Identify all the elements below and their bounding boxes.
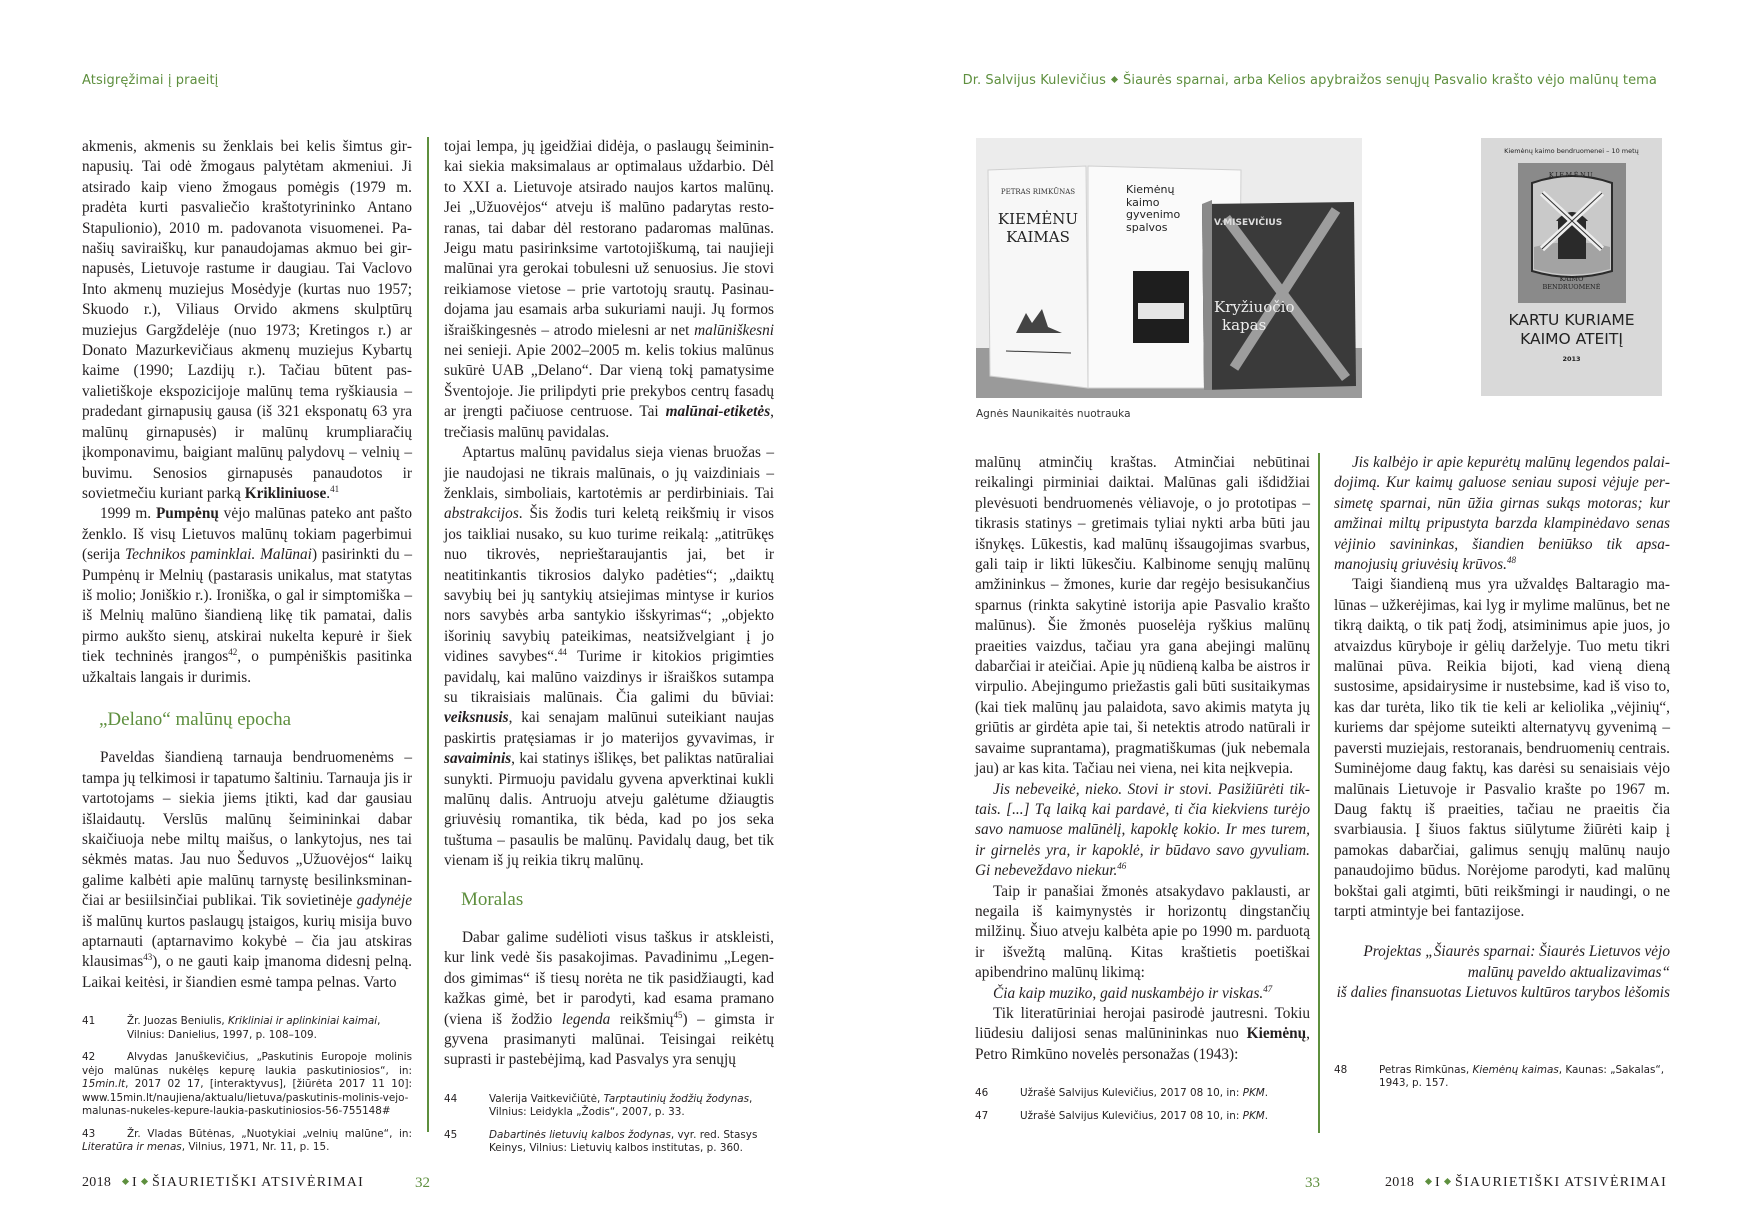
paragraph: Paveldas šiandieną tarnauja bendruomenėms – tampa jų telkimosi ir tapatumo šaltiniu. Tarnauja jis ir vartotojams – siekia jiems įtikti, kad dar gausiau išlaidautų. Verslūs malūnų šeimininkai dabar skaičiuoja nebe miltų maišus, o lankytojus, nes tai sėkmės matas. Jau nuo Šeduvos „Užuovėjos“ laikų galime kalbėti apie malūnų tarnystę besilinksminančiai ar besiilsinčiai publikai. Tik sovietinėje gadynėje iš malūnų kurtos paslaugų įstaigos, kurių misija buvo aptarnauti (aptarnavimo kokybė – čia jau atskiras klausimas$^{43}$), o ne gauti kaip įmanoma didesnį pelną. Laikai keitėsi, ir šiandien esmė tampa pelnas. Varto — [82, 749, 412, 991]
section-heading: Moralas — [461, 888, 524, 910]
running-header-left: Atsigręžimai į praeitį — [82, 73, 219, 88]
footnote-ref[interactable]: 46 — [1117, 861, 1127, 872]
book1-title: KIEMĖNU KAIMAS — [997, 210, 1079, 246]
column-divider — [1318, 453, 1320, 1133]
paragraph: tojai lempa, jų įgeidžiai didėja, o paslaugų šeimininkai siekia maksimalaus ar optimalaus uždarbio. Dėl to XXI a. Lietuvoje atsirado naujos kartos malūnų. Jei „Užuovėjos“ atveju iš malūno padarytas restoranas, tai dabar dėl restorano padaromas malūnas. Jeigu matu pasirinksime vartotojiškumą, tai naujieji malūnai yra gerokai tobulesni už senuosius. Jie stovi reikiamose vietose – prie vartotojų srautų. Pasinaudojama jau esamais arba sukuriami nauji. Jų formos išraiškingesnės – atrodo mielesni ar net malūniškesni nei senieji. Apie 2002–2005 m. kelis tokius malūnus sukūrė UAB „Delano“. Dar vieną tokį pamatysime Šventojoje. Jie prilipdyti prie prekybos centrų fasadų ar įrengti pačiuose centruose. Tai malūnai-etiketės, trečiasis malūnų pavidalas. — [444, 138, 774, 441]
running-header-right — [963, 73, 1657, 88]
column-4-stack — [1334, 453, 1670, 1091]
book3-author: V.MISEVIČIUS — [1214, 218, 1283, 228]
paragraph: 1999 m. Pumpėnų vėjo malūnas pateko ant pašto ženklo. Iš visų Lietuvos malūnų tokiam pagerbimui (serija Technikos paminklai. Malūnai) pasirinkti du – Pumpėnų ir Melnių (pastarasis unikalus, mat statytas iš molio; Joniškio r.). Ironiška, o gal ir simptomiška – iš Melnių malūno šiandieną likę tik pamatai, dalis pirmo aukšto sienų, atskirai nukelta kepurė ir šiek tiek techninės įrangos$^{42}$, o pumpėniškis pasitinka užkaltais langais ir durimis. — [82, 505, 413, 686]
project-credit: Projektas „Šiaurės sparnai: Šiaurės Lietuvos vėjo malūnų paveldo aktualizavimas“ iš dalies finansuotas Lietuvos kultūros tarybos lėšomis — [1336, 943, 1670, 1002]
footnote-ref[interactable]: 41 — [330, 483, 340, 494]
footnote-ref[interactable]: 47 — [1263, 983, 1273, 994]
column-4 — [1334, 453, 1670, 1004]
book3-title: Kryžiuočio kapas — [1214, 298, 1295, 334]
footnotes-column-2 — [444, 1093, 774, 1156]
paragraph: Tik literatūriniai herojai pasirodė jautresni. Tokiu liūdesiu dalijosi senas malūnininkas nuo Kiemėnų, Petro Rimkūno novelės personažas (1943): — [975, 1004, 1310, 1063]
paragraph: malūnų atminčių kraštas. Atminčiai nebūtinai reikalingi pirminiai daiktai. Malūnas gali išdidžiai plevėsuoti bendruomenės vėliavoje, o jo prototipas – tikrasis statinys – gretimais tyliai nykti arba būti jau išnykęs. Lūkestis, kad malūnų išsaugojimas svarbus, gali taip ir likti lūkesčiu. Kalbinome senųjų malūnų amžininkus – žmones, kurie dar regėjo besisukančius sparnus (rinkta sakytinė istorija apie Pasvalio krašto malūnus). Šie žmonės puoselėja ryškius malūnų praeities vaizdus, tačiau yra gana abejingi malūnų dabarčiai ir ateičiai. Apie jų nūdieną kalba be aistros ir virpulio. Abejingumo priežastis gali būti susitaikymas (kai tiek malūnų jau palaidota, savo akimis matyta jų griūtis ar girdėta apie tai, ši netektis atrodo natūrali ir savaime suprantama), pragmatiškumas (juk nebemala jau) ar kas kita. Tačiau nei viena, nei kita neįkvepia. — [975, 454, 1310, 778]
footnote-46: 46 Užrašė Salvijus Kulevičius, 2017 08 10, in: PKM. — [975, 1087, 1269, 1100]
books-photo — [976, 138, 1362, 398]
footer-right: 2018 I ŠIAURIETIŠKI ATSIVĖRIMAI — [1385, 1175, 1667, 1190]
footnote-ref[interactable]: 48 — [1506, 554, 1516, 565]
footnote-ref[interactable]: 43 — [143, 952, 153, 963]
footnote-41: 41 Žr. Juozas Beniulis, Krikliniai ir aplinkiniai kaimai, Vilnius: Danielius, 1997, p. 108–109. — [82, 1015, 381, 1041]
cover-top-text: Kiemėnų kaimo bendruomenei – 10 metų — [1504, 147, 1639, 155]
cover-arc-top: KIEMĖNŲ — [1548, 171, 1595, 179]
book1-author: PETRAS RIMKŪNAS — [1000, 188, 1076, 196]
footnote-43: 43 Žr. Vladas Būtėnas, „Nuotykiai „velnių malūne“, in: Literatūra ir menas, Vilnius, 1971, Nr. 11, p. 15. — [82, 1127, 412, 1154]
page-number-right: 33 — [1305, 1175, 1320, 1191]
footnote-ref[interactable]: 45 — [673, 1009, 683, 1020]
footnotes-column-4 — [1334, 1064, 1670, 1091]
diamond-icon — [122, 1178, 129, 1185]
paragraph: Taigi šiandieną mus yra užvaldęs Baltaragio malūnas – užkerėjimas, kai lyg ir mylime malūnus, bet ne tikrą daiktą, o tik patį žodį, atsiminimus apie juos, jo atvaizdus kūryboje ir gėlių darželyje. Tuo metu tikri malūnai pūva. Reikia bijoti, kad vieną dieną sustosime, apsidairysime ir nustebsime, kad iš viso to, kas dar turėta, liko tik tie keli ar keliolika „vėjinių“, kuriems dar spėjome suteikti alternatyvų gyvenimą – paversti muziejais, restoranais, bendruomenių centrais. Suminėjome daug faktų, kas darėsi su senaisiais vėjo malūnais Lietuvoje ir Pasvalio krašte po 1967 m. Daug faktų iš praeities, tačiau ne praeitis čia svarbiausia. Į šiuos faktus siūlytume žiūrėti kaip į pamokas dabarčiai, galimus senųjų malūnų naujo panaudojimo būdus. Norėjome parodyti, kad malūnų bokštai gali atgimti, būti reikšmingi ir naudingi, o ne tarpti atmintyje bei fantazijose. — [1334, 576, 1670, 920]
footnote-42: 42 Alvydas Januškevičius, „Paskutinis Europoje molinis vėjo malūnas nukėlęs kepurę laukia paskutiniosios“, in: 15min.lt, 2017 02 17, [interaktyvus], [žiūrėta 2017 11 10]: www.15min.lt/naujiena/aktualu/lietuva/paskutinis-molinis-vejo-malunas-nukeles-kepure-laukia-paskutiniosios-56-755148# — [82, 1051, 412, 1118]
diamond-icon — [1425, 1178, 1432, 1185]
book2-title: Kiemėnų kaimo gyvenimo spalvos — [1126, 183, 1181, 234]
diamond-icon — [141, 1178, 148, 1185]
footer-left: 2018 I ŠIAURIETIŠKI ATSIVĖRIMAI — [82, 1175, 364, 1190]
quote: Čia kaip muziko, gaid nuskambėjo ir viskas.$^{47}$ — [993, 983, 1273, 1002]
footnote-44: 44 Valerija Vaitkevičiūtė, Tarptautinių žodžių žodynas, Vilnius: Leidykla „Žodis“, 2007, p. 33. — [444, 1092, 753, 1119]
column-2 — [444, 137, 774, 1071]
paragraph: Taip ir panašiai žmonės atsakydavo paklausti, ar negaila iš kaimynystės ir horizontų dingstančių milžinų. Šiuo atveju kalbėta apie po 1990 m. parduotą ir išvežtą malūną. Kitas kraštietis poetiškai apibendrino malūnų likimą: — [975, 882, 1310, 982]
column-1 — [82, 137, 412, 993]
book3-cover-text — [1214, 218, 1350, 334]
paragraph: Dabar galime sudėlioti visus taškus ir atskleisti, kur link vedė šis pasakojimas. Pavadinimu „Legendos gimimas“ iš tiesų norėta ne tik pasidžiaugti, kad kažkas gimė, bet ir parodyti, kad esama pramano (viena iš žodžio legenda reikšmių$^{45}$) – gimsta ir gyvena prasimanyti malūnai. Teisingai reikėtų suprasti ir pastebėjimą, kad Pasvalys yra senųjų — [444, 929, 775, 1069]
diamond-icon — [1111, 76, 1118, 83]
cover-year: 2013 — [1562, 355, 1581, 363]
column-1-stack — [82, 137, 412, 1155]
column-3 — [975, 453, 1310, 1065]
diamond-icon — [1444, 1178, 1451, 1185]
paragraph: akmenis, akmenis su ženklais bei kelis šimtus girnapusių. Tai odė žmogaus palytėtam akmeniui. Ji atsirado kaip vieno žmogaus pomėgis (1979 m. pradėta kurti pasvaliečio kraštotyrininko Antano Stapulionio), 2010 m. padovanota visuomenei. Panašių saviraiškų, kur panaudojamas akmuo bei girnapusės, Lietuvoje rastume ir daugiau. Tai Vaclovo Into akmenų muziejus Mosėdyje (kurtas nuo 1957; Skuodo r.), Viliaus Orvido akmens skulptūrų muziejus Gargždelėje (nuo 1973; Kretingos r.) ar Donato Mazurkevičiaus akmenų muziejus Kybartų kaime (1990; Lazdijų r.). Tačiau būtent pasvalietiškoje ekspozicijoje malūnų tema ryškiausia – pradedant girnapusių gausa (iš 321 eksponatų 63 yra malūnų girnapusės) ir malūnų krumpliaračių įkomponavimu, baigiant malūnų palydovų – velnių – buvimu. Senosios girnapusės panaudotos ir sovietmečiu kuriant parką Krikliniuose.$^{41}$ — [82, 138, 412, 502]
section-heading: „Delano“ malūnų epocha — [99, 708, 292, 730]
author-name: Dr. Salvijus Kulevičius — [962, 73, 1106, 88]
page-number-left: 32 — [415, 1175, 430, 1191]
column-divider — [427, 137, 429, 1132]
cover-arc-bottom: KAIMO BENDRUOMENĖ — [1542, 275, 1601, 291]
community-book-cover — [1481, 138, 1662, 396]
footnote-ref[interactable]: 42 — [228, 647, 238, 658]
quote: Jis nebeveikė, nieko. Stovi ir stovi. Pasižiūrėti tiktais. [...] Tą laiką kai pardavė, ti čia kiekviens turėjo savo namuose malūnėlį, kapoklę kokio. Ir mes turem, ir girnelės yra, ir kapoklė, ir būdavo savo gyvuliam. Gi nebeveždavo niekur.$^{46}$ — [975, 780, 1310, 880]
footnotes-column-1 — [82, 1015, 412, 1155]
footnote-ref[interactable]: 44 — [557, 647, 567, 658]
quote: Jis kalbėjo ir apie kepurėtų malūnų legendos palaidojimą. Kur kaimų galuose seniau suposi vėjuje persimetę sparnai, nūn ūžia girnas sukąs motoras; kur amžinai miltų pripustyta barzda klampinėdavo senas vėjinio savininkas, šiandien beniūkso tik apsamanojusių griuvėsių krūvos.$^{48}$ — [1334, 454, 1670, 574]
column-2-stack — [444, 137, 774, 1156]
footnote-45: 45 Dabartinės lietuvių kalbos žodynas, vyr. red. Stasys Keinys, Vilnius: Lietuvių kalbos institutas, p. 360. — [444, 1128, 758, 1155]
book1-cover-text — [992, 188, 1084, 246]
column-3-stack — [975, 453, 1310, 1123]
footnote-48: 48 Petras Rimkūnas, Kiemėnų kaimas, Kaunas: „Sakalas“, 1943, p. 157. — [1334, 1063, 1665, 1090]
cover-emblem — [1518, 163, 1626, 303]
paragraph: Aptartus malūnų pavidalus sieja vienas bruožas – jie naudojasi ne tikrais malūnais, o jų vaizdiniais – ženklais, simboliais, kartotėmis ar perdirbiniais. Tai abstrakcijos. Šis žodis turi keletą reikšmių ir visos jos taikliai nusako, su kuo turime reikalą: „atitrūkęs nuo tikrovės, neprieštaraujantis jai, bet ir neatitinkantis tikrosios dalyko padėties“; „daiktų savybių bei jų santykių atsiejimas mintyse ir kurios nors savybės arba santykio išskyrimas“; „objekto išorinių savybių pateikimas, neatsižvelgiant į jo vidines savybes“.$^{44}$ Turime ir kitokios prigimties pavidalų, kai malūno vaizdinys ir išraiškos sutampa su tikraisiais malūnais. Čia galimi du būviai: veiksnusis, kai senajam malūnui suteikiant naujas paskirtis pratęsiamas ir jo materijos gyvavimas, ir savaiminis, kai statinys išlikęs, bet paliktas natūraliai sunykti. Pirmuoju pavidalu gyvena apverktinai kukli malūnų dalis. Antruoju atveju galėtume džiaugtis griuvėsių romantika, tik bėda, kad po jos seka tuštuma – pasaulis be malūnų. Pavidalų daug, bet tik vienam iš jų reikia tikrų malūnų. — [444, 444, 774, 870]
cover-title: KARTU KURIAME KAIMO ATEITĮ — [1508, 311, 1635, 348]
footnote-47: 47 Užrašė Salvijus Kulevičius, 2017 08 10, in: PKM. — [975, 1109, 1269, 1122]
photo-caption: Agnės Naunikaitės nuotrauka — [976, 408, 1131, 420]
article-title: Šiaurės sparnai, arba Kelios apybraižos senųjų Pasvalio krašto vėjo malūnų tema — [1123, 73, 1657, 88]
footnotes-column-3 — [975, 1087, 1310, 1123]
